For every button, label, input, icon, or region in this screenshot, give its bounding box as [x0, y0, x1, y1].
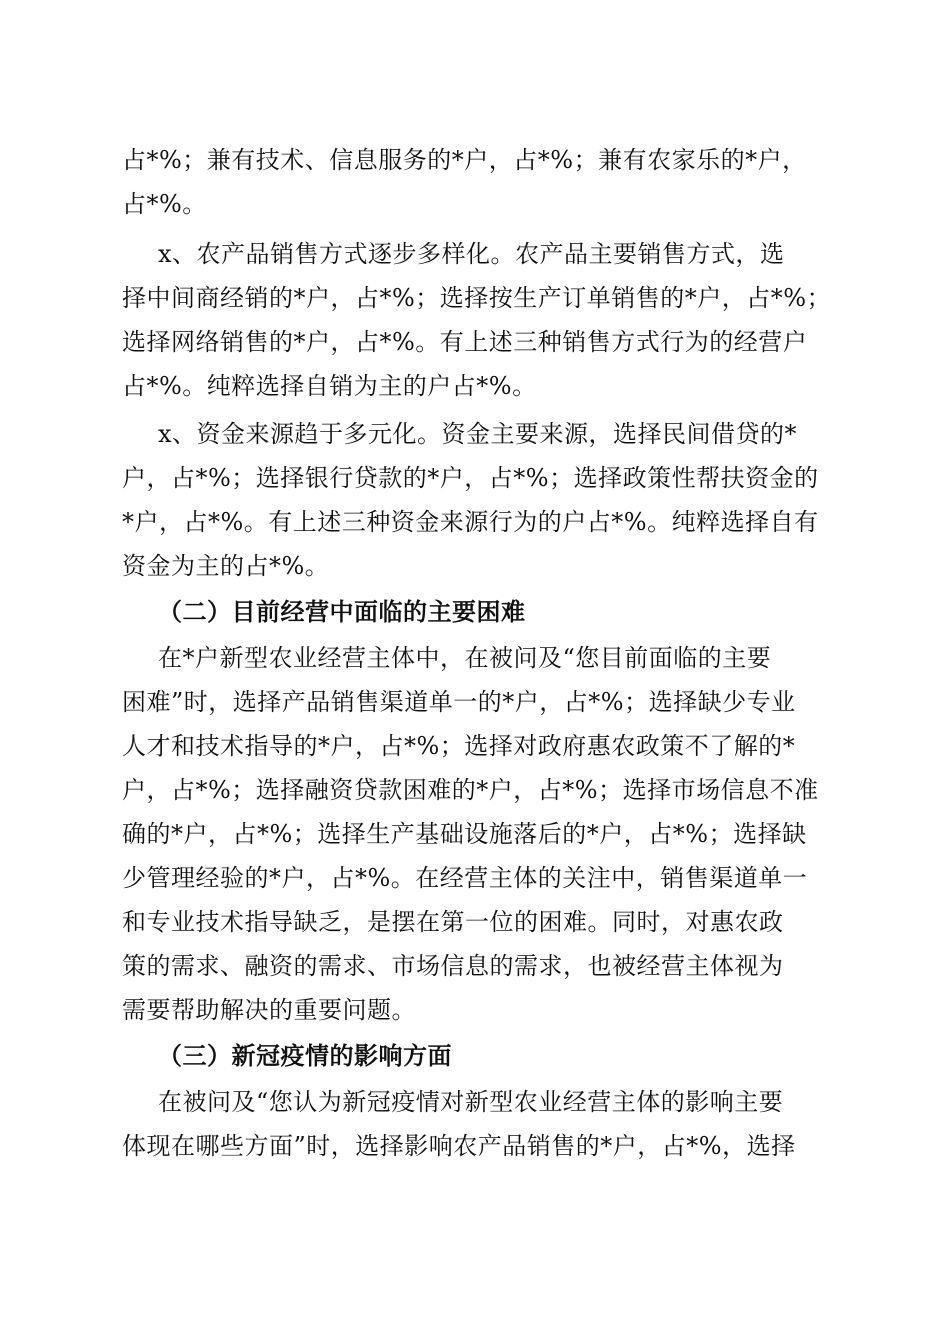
text-line-6: 占*%。纯粹选择自销为主的户占*%。 [122, 372, 537, 400]
text-line-8: 户，占*%；选择银行贷款的*户，占*%；选择政策性帮扶资金的 [122, 464, 819, 492]
text-line-2: 占*%。 [122, 190, 207, 218]
text-line-14: 人才和技术指导的*户，占*%；选择对政府惠农政策不了解的* [122, 732, 796, 760]
text-line-10: 资金为主的占*%。 [122, 552, 330, 580]
text-line-9: *户，占*%。有上述三种资金来源行为的户占*%。纯粹选择自有 [122, 508, 819, 536]
text-line-1: 占*%；兼有技术、信息服务的*户，占*%；兼有农家乐的*户， [122, 146, 807, 174]
paragraph-sales-methods: x、农产品销售方式逐步多样化。农产品主要销售方式，选 [158, 240, 785, 268]
text-line-18: 和专业技术指导缺乏，是摆在第一位的困难。同时，对惠农政 [122, 908, 784, 936]
paragraph-funding-sources: x、资金来源趋于多元化。资金主要来源，选择民间借贷的* [158, 420, 798, 448]
text-line-17: 少管理经验的*户，占*%。在经营主体的关注中，销售渠道单一 [122, 864, 808, 892]
text-line-16: 确的*户，占*%；选择生产基础设施落后的*户，占*%；选择缺 [122, 820, 807, 848]
text-line-23: 体现在哪些方面”时，选择影响农产品销售的*户，占*%，选择 [122, 1132, 796, 1160]
paragraph-difficulties: 在*户新型农业经营主体中，在被问及“您目前面临的主要 [158, 644, 772, 672]
text-line-5: 选择网络销售的*户，占*%。有上述三种销售方式行为的经营户 [122, 328, 808, 356]
text-line-15: 户，占*%；选择融资贷款困难的*户，占*%；选择市场信息不准 [122, 776, 819, 804]
text-line-19: 策的需求、融资的需求、市场信息的需求，也被经营主体视为 [122, 952, 784, 980]
text-line-13: 困难”时，选择产品销售渠道单一的*户，占*%；选择缺少专业 [122, 688, 796, 716]
section-heading-covid-impact: （三）新冠疫情的影响方面 [158, 1041, 452, 1070]
text-line-20: 需要帮助解决的重要问题。 [122, 996, 416, 1024]
paragraph-covid-impact: 在被问及“您认为新冠疫情对新型农业经营主体的影响主要 [158, 1088, 784, 1116]
text-line-4: 择中间商经销的*户，占*%；选择按生产订单销售的*户，占*%； [122, 284, 832, 312]
section-heading-difficulties: （二）目前经营中面临的主要困难 [158, 597, 526, 626]
